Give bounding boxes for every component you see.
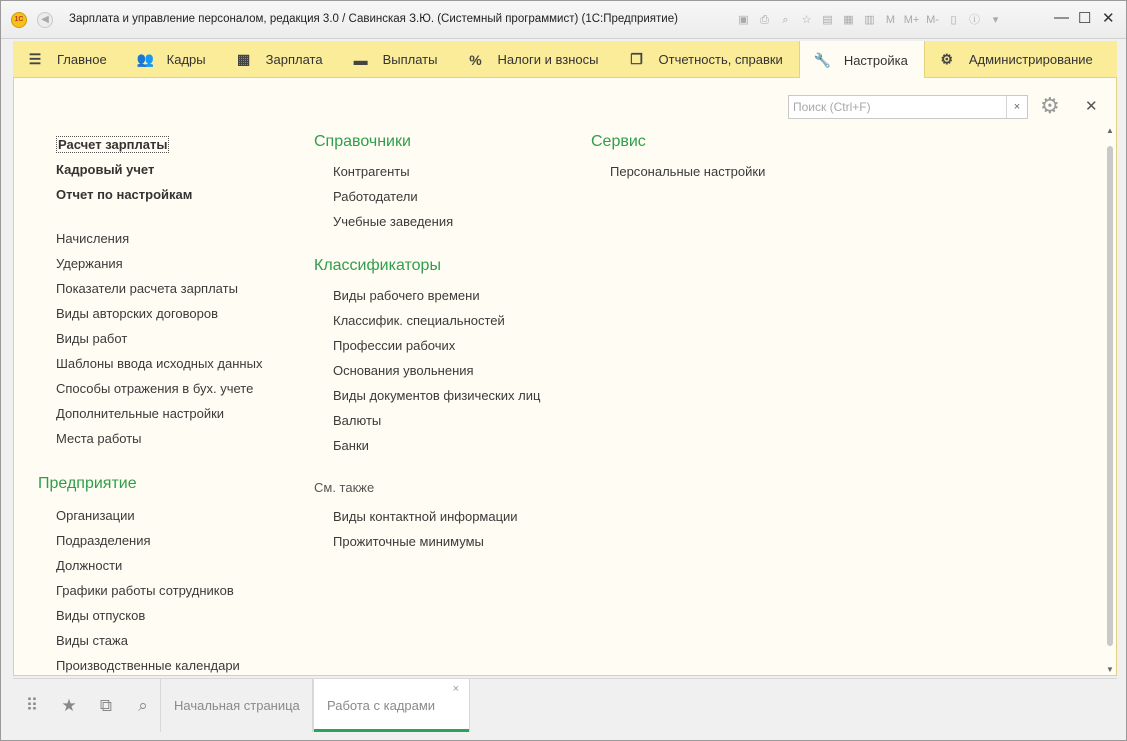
link-counterparties[interactable]: Контрагенты	[333, 164, 410, 179]
link-vacation-types[interactable]: Виды отпусков	[56, 608, 146, 623]
spacer	[56, 207, 306, 226]
section-main[interactable]	[13, 41, 123, 78]
link-positions[interactable]: Должности	[56, 558, 123, 573]
link-worker-professions[interactable]: Профессии рабочих	[333, 338, 456, 353]
print-icon[interactable]: ⎙	[760, 14, 769, 26]
classifiers-list	[314, 280, 574, 458]
link-identity-document-types[interactable]: Виды документов физических лиц	[333, 388, 541, 403]
section-payments[interactable]	[339, 41, 454, 78]
link-work-time-types[interactable]: Виды рабочего времени	[333, 288, 480, 303]
back-icon[interactable]: ◀	[37, 12, 53, 28]
link-banks[interactable]: Банки	[333, 438, 369, 453]
link-work-types[interactable]: Виды работ	[56, 331, 128, 346]
see-also-list	[314, 500, 574, 554]
link-icon[interactable]: ▤	[822, 14, 833, 26]
save-icon[interactable]: ▣	[738, 14, 749, 26]
panel-icon[interactable]: ▯	[950, 14, 957, 26]
title-toolbar	[735, 11, 1004, 29]
vertical-scrollbar[interactable]	[1103, 126, 1117, 674]
column-enterprise	[38, 470, 306, 678]
link-additional-settings[interactable]: Дополнительные настройки	[56, 406, 225, 421]
close-tab-icon[interactable]: ×	[452, 683, 459, 695]
link-specialties-classifier[interactable]: Классифик. специальностей	[333, 313, 505, 328]
link-hr-records[interactable]: Кадровый учет	[56, 162, 155, 177]
search-icon[interactable]: ⌕	[138, 695, 148, 715]
percent-icon: %	[469, 51, 482, 68]
link-input-templates[interactable]: Шаблоны ввода исходных данных	[56, 356, 263, 371]
function-panel	[13, 78, 1117, 676]
tab-label: Начальная страница	[174, 698, 300, 713]
link-payroll-indicators[interactable]: Показатели расчета зарплаты	[56, 281, 238, 296]
directories-list	[314, 156, 574, 234]
favorite-icon[interactable]: ☆	[801, 14, 812, 26]
app-logo-icon[interactable]: 1С	[11, 12, 27, 28]
link-workplaces[interactable]: Места работы	[56, 431, 142, 446]
preview-icon[interactable]: ⌕	[782, 14, 789, 26]
gear-icon: ⚙	[940, 51, 954, 67]
favorites-star-icon[interactable]: ★	[61, 695, 77, 715]
section-label: Зарплата	[265, 52, 323, 67]
section-salary[interactable]	[222, 41, 339, 78]
link-personal-settings[interactable]: Персональные настройки	[610, 164, 766, 179]
people-icon: 👥	[136, 51, 155, 67]
link-experience-types[interactable]: Виды стажа	[56, 633, 128, 648]
maximize-icon[interactable]: ☐	[1078, 10, 1092, 27]
heading-service: Сервис	[591, 133, 646, 150]
calendar-icon[interactable]: ▦	[843, 14, 854, 26]
chevron-down-icon[interactable]: ▾	[992, 14, 999, 26]
link-accruals[interactable]: Начисления	[56, 231, 130, 246]
column-service	[591, 128, 851, 184]
scroll-down-icon[interactable]: ▼	[1106, 665, 1114, 674]
enterprise-list	[38, 498, 306, 678]
section-label: Администрирование	[968, 52, 1093, 67]
memory-plus-icon[interactable]: M+	[903, 14, 920, 26]
section-label: Главное	[57, 52, 107, 67]
close-panel-icon[interactable]: ✕	[1085, 98, 1098, 115]
calculator-icon: ▦	[237, 51, 251, 67]
title-bar	[1, 1, 1126, 39]
minimize-icon[interactable]: —	[1054, 9, 1069, 26]
section-label: Налоги и взносы	[497, 52, 599, 67]
clear-search-icon[interactable]: ×	[1006, 96, 1027, 118]
active-tab-indicator	[314, 729, 469, 732]
link-accounting-reflection[interactable]: Способы отражения в бух. учете	[56, 381, 254, 396]
link-organizations[interactable]: Организации	[56, 508, 135, 523]
heading-enterprise: Предприятие	[38, 475, 137, 492]
link-educational-institutions[interactable]: Учебные заведения	[333, 214, 454, 229]
scroll-up-icon[interactable]: ▲	[1106, 126, 1114, 135]
section-label: Выплаты	[382, 52, 438, 67]
link-employers[interactable]: Работодатели	[333, 189, 418, 204]
menu-icon: ☰	[28, 51, 42, 67]
link-work-schedules[interactable]: Графики работы сотрудников	[56, 583, 234, 598]
wallet-icon: ▬	[353, 51, 368, 68]
heading-classifiers: Классификаторы	[314, 257, 441, 274]
link-payroll-calculation[interactable]: Расчет зарплаты	[58, 137, 168, 152]
link-settings-report[interactable]: Отчет по настройкам	[56, 187, 193, 202]
tab-label: Работа с кадрами	[327, 698, 436, 713]
section-label: Кадры	[166, 52, 206, 67]
scroll-thumb[interactable]	[1107, 146, 1113, 646]
link-departments[interactable]: Подразделения	[56, 533, 151, 548]
apps-grid-icon[interactable]: ⠿	[25, 695, 39, 715]
link-deductions[interactable]: Удержания	[56, 256, 123, 271]
section-settings[interactable]	[799, 41, 925, 79]
link-currencies[interactable]: Валюты	[333, 413, 382, 428]
section-hr[interactable]	[123, 41, 222, 78]
info-icon[interactable]: ⓘ	[969, 14, 980, 26]
column-directories	[314, 128, 574, 554]
tab-home-page[interactable]	[162, 679, 313, 732]
link-author-contract-types[interactable]: Виды авторских договоров	[56, 306, 219, 321]
sections-bar	[13, 41, 1117, 78]
section-reports[interactable]	[615, 41, 799, 78]
bottom-toolbar	[13, 679, 161, 732]
section-administration[interactable]	[925, 41, 1109, 78]
wrench-icon: 🔧	[813, 51, 832, 68]
tab-hr-work[interactable]	[313, 679, 470, 732]
search-input[interactable]	[790, 97, 1006, 117]
window-title: Зарплата и управление персоналом, редакция 3.0 / Савинская З.Ю. (Системный программист) (1С:Предприятие)	[69, 13, 678, 25]
panel-settings-icon[interactable]: ⚙	[1040, 93, 1060, 118]
link-production-calendars[interactable]: Производственные календари	[56, 658, 240, 673]
heading-see-also: См. также	[314, 480, 375, 495]
memory-minus-icon[interactable]: M-	[926, 14, 939, 26]
link-subsistence-minimums[interactable]: Прожиточные минимумы	[333, 534, 484, 549]
service-list	[591, 156, 851, 184]
search-box	[788, 95, 1028, 119]
section-taxes[interactable]	[453, 41, 614, 78]
history-icon[interactable]: ⧉	[99, 695, 113, 715]
close-icon[interactable]: ✕	[1102, 10, 1115, 27]
window-controls	[1054, 9, 1114, 27]
memory-icon[interactable]: M	[885, 14, 896, 26]
calculator-icon[interactable]: ▥	[864, 14, 875, 26]
section-label: Настройка	[843, 52, 908, 68]
documents-icon: ❐	[630, 51, 643, 67]
column-main	[56, 132, 306, 451]
heading-directories: Справочники	[314, 133, 411, 150]
open-windows-panel	[13, 678, 1117, 731]
link-contact-info-types[interactable]: Виды контактной информации	[333, 509, 518, 524]
link-dismissal-grounds[interactable]: Основания увольнения	[333, 363, 474, 378]
section-label: Отчетность, справки	[658, 52, 783, 67]
